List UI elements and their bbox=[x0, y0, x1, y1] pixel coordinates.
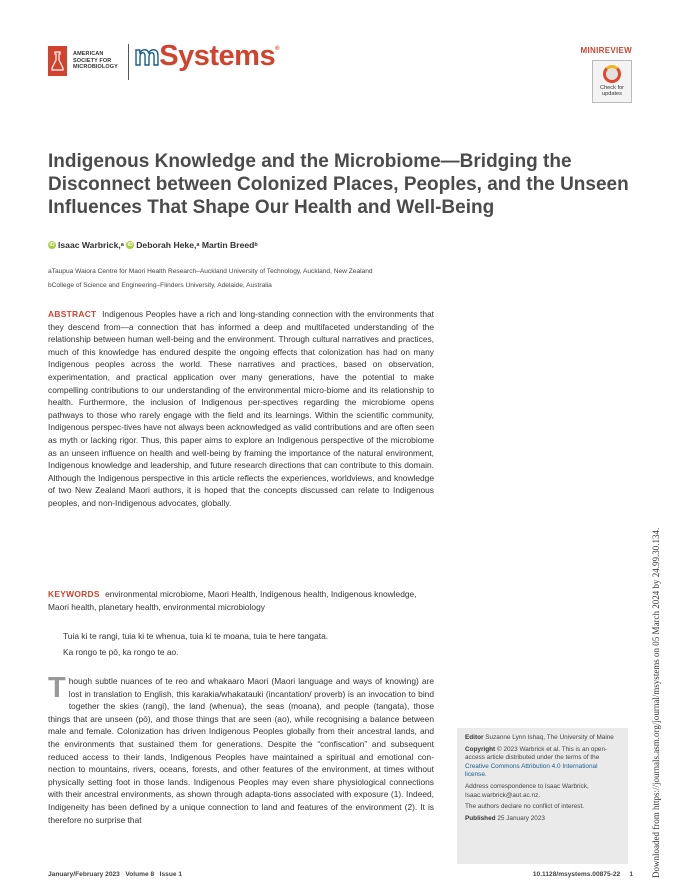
author-list: iD Isaac Warbrick, a iD Deborah Heke, a Martin Breed b bbox=[49, 240, 258, 250]
editor-label: Editor bbox=[465, 734, 484, 741]
author-name[interactable]: Martin Breed bbox=[201, 240, 255, 250]
abstract-text: Indigenous Peoples have a rich and long-standing connection with the environments that they descend from—a connection that has informed a deep and multifaceted understanding of the relationship between human well-being and the environment. Through cultural narratives and practices, much of this knowledge has endured despite the ongoing effects that colonization has had on many Indigenous peoples across the world. These narratives and practices, based on observation, experimentation, and practical application over many generations, have the potential to make compelling contributions to our understanding of the environmental micro-biome and its relationship to health. Furthermore, the inclusion of Indigenous per-spectives regarding the microbiome opens pathways to those who rarely engage with the field and its learnings. Within the scientific community, Indigenous perspec-tives have not always been acknowledged as valid contributions and are often seen as myth or lacking rigor. Thus, this paper aims to explore an Indigenous perspective of the microbiome as an unseen influence on health and well-being by framing the importance of the natural environment, Indigenous knowledge and leadership, and future research directions that can contribute to this domain. Although the Indigenous perspective in this article reflects the experiences, worldviews, and knowledge of two New Zealand Maori authors, it is hoped that the concepts discussed can relate to Indigenous peoples, and non-Indigenous advocates, globally. bbox=[48, 309, 435, 508]
logo-divider bbox=[128, 44, 129, 80]
check-for-updates-button[interactable] bbox=[592, 60, 632, 103]
abstract bbox=[48, 308, 434, 510]
doi-link[interactable]: 10.1128/msystems.00875-22 bbox=[532, 871, 621, 878]
update-badge-icon bbox=[603, 65, 621, 83]
article-title: Indigenous Knowledge and the Microbiome—Bridging the Disconnect between Colonized Places, Peoples, and the Unseen Influences That Shape Our Health and Well-Being bbox=[48, 151, 629, 218]
journal-header bbox=[48, 40, 638, 104]
article-type-label: MINIREVIEW bbox=[580, 46, 632, 55]
asm-flask-icon bbox=[48, 46, 67, 76]
issue-info: January/February 2023 Volume 8 Issue 1 bbox=[48, 871, 183, 878]
check-updates-line-1: Check for bbox=[600, 85, 624, 91]
msystems-logo[interactable]: mSystems® bbox=[134, 40, 280, 72]
body-paragraph: hough subtle nuances of te reo and whakaaro Maori (Maori language and ways of knowing) are lost in translation to English, this karakia/whakatauki (incantation/ proverb) is an invocation to bind together the skies (rangi), the land (whenua), the seas (moana), and people (tangata), those things that are unseen (pō), and those things that are seen (ao), while recognising a balance between male and female. Colonization has driven Indigenous Peoples globally from their ancestral lands, and the environments that sustained them for generations. Despite the “confiscation” and subsequent reduced access to their lands, Indigenous Peoples have maintained a spiritual and emotional con-nection to mountains, rivers, oceans, forests, and other features of the environment, at times without physically setting foot in those lands. Indigenous Peoples may even share physiological connections with their ancestral environments, as shown through adapta-tions associated with exposure (1). Indeed, Indigeneity has been defined by a unique connection to land and features of the environment (2). It is therefore no surprise that bbox=[48, 676, 434, 825]
affiliation-a: aTaupua Waiora Centre for Maori Health Research–Auckland University of Technology, Auckland, New Zealand bbox=[48, 268, 373, 275]
body-text bbox=[48, 672, 434, 826]
license-link[interactable]: Creative Commons Attribution 4.0 International license. bbox=[465, 762, 598, 779]
copyright-label: Copyright bbox=[465, 745, 496, 753]
orcid-icon[interactable]: iD bbox=[127, 242, 133, 248]
karakia-line-1: Tuia ki te rangi, tuia ki te whenua, tuia ki te moana, tuia te here tangata. bbox=[63, 631, 329, 641]
doi-and-page bbox=[533, 871, 633, 878]
orcid-icon[interactable]: iD bbox=[49, 242, 55, 248]
author-name[interactable]: Deborah Heke, bbox=[136, 240, 197, 250]
copyright-text: © 2023 Warbrick et al. This is an open-access article distributed under the terms of the bbox=[465, 745, 608, 762]
affiliation-b: bCollege of Science and Engineering–Flinders University, Adelaide, Australia bbox=[48, 282, 272, 289]
keywords bbox=[48, 588, 434, 613]
keywords-label: KEYWORDS bbox=[48, 589, 100, 599]
asm-name bbox=[73, 51, 118, 71]
page-number: 1 bbox=[629, 871, 633, 878]
karakia-quote bbox=[63, 629, 328, 660]
check-updates-line-2: updates bbox=[602, 91, 622, 98]
download-watermark: Downloaded from https://journals.asm.org/journal/msystems on 05 March 2024 by 24.99.30.134. bbox=[651, 527, 661, 878]
keywords-text: environmental microbiome, Maori Health, Indigenous health, Indigenous knowledge, Maori health, planetary health, environmental microbiology bbox=[48, 589, 417, 612]
karakia-line-2: Ka rongo te pō, ka rongo te ao. bbox=[63, 646, 179, 657]
asm-line-1: AMERICAN bbox=[73, 51, 104, 58]
abstract-label: ABSTRACT bbox=[48, 309, 97, 319]
article-info-sidebar bbox=[457, 728, 628, 864]
drop-cap: T bbox=[48, 672, 66, 704]
editor-value: Suzanne Lynn Ishaq, The University of Maine bbox=[485, 734, 614, 741]
published-label: Published bbox=[465, 814, 496, 822]
asm-line-3: MICROBIOLOGY bbox=[73, 64, 118, 71]
author-name[interactable]: Isaac Warbrick, bbox=[58, 240, 121, 250]
conflict-statement: The authors declare no conflict of interest. bbox=[465, 803, 585, 811]
asm-line-2: SOCIETY FOR bbox=[73, 57, 112, 64]
correspondence-text: Address correspondence to Isaac Warbrick, Isaac.warbrick@aut.ac.nz. bbox=[465, 782, 589, 799]
asm-logo[interactable] bbox=[48, 46, 118, 76]
published-date: 25 January 2023 bbox=[497, 814, 545, 822]
